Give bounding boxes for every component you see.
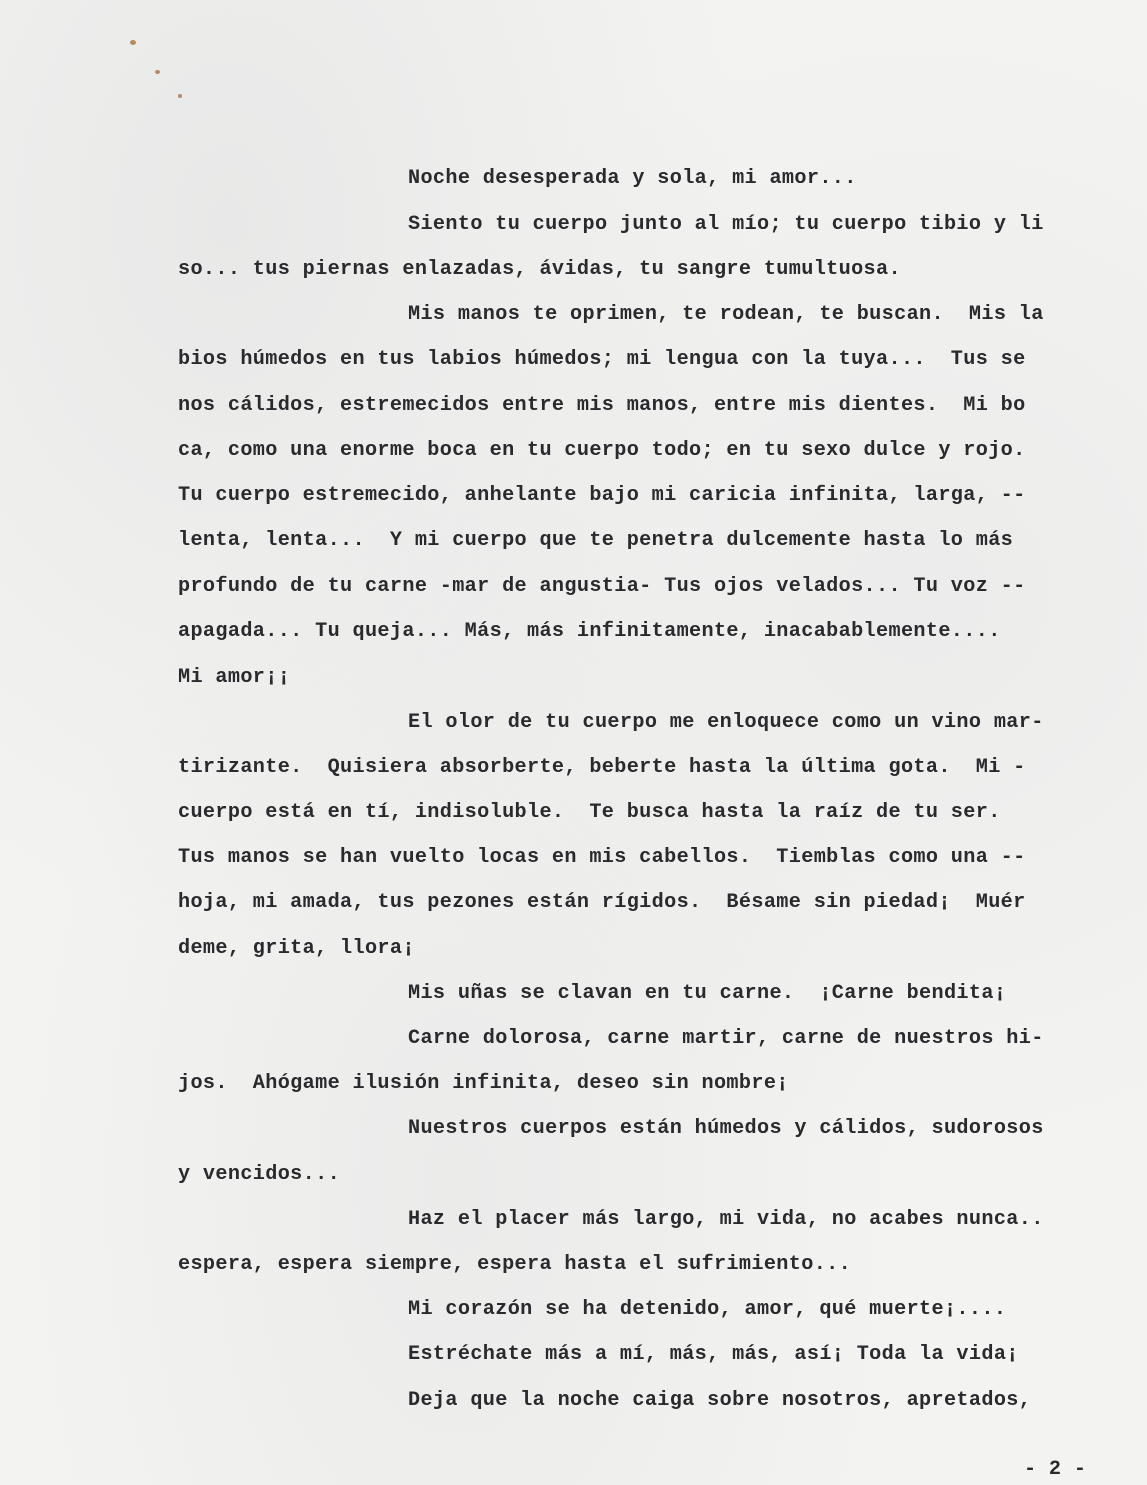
text-line: jos. Ahógame ilusión infinita, deseo sin nombre¡	[178, 1072, 789, 1095]
text-line: Carne dolorosa, carne martir, carne de nuestros hi-	[408, 1027, 1044, 1050]
text-line: Estréchate más a mí, más, más, así¡ Toda la vida¡	[408, 1343, 1019, 1366]
text-line: Noche desesperada y sola, mi amor...	[408, 167, 857, 190]
text-line: Mi amor¡¡	[178, 666, 291, 689]
text-line: so... tus piernas enlazadas, ávidas, tu sangre tumultuosa.	[178, 258, 901, 281]
text-line: Siento tu cuerpo junto al mío; tu cuerpo tibio y li	[408, 213, 1044, 236]
text-line: lenta, lenta... Y mi cuerpo que te penetra dulcemente hasta lo más	[178, 529, 1014, 552]
text-line: Mi corazón se ha detenido, amor, qué muerte¡....	[408, 1298, 1007, 1321]
text-line: Nuestros cuerpos están húmedos y cálidos, sudorosos	[408, 1117, 1044, 1140]
text-line: bios húmedos en tus labios húmedos; mi lengua con la tuya... Tus se	[178, 348, 1026, 371]
text-line: deme, grita, llora¡	[178, 937, 415, 960]
text-line: Haz el placer más largo, mi vida, no acabes nunca..	[408, 1208, 1044, 1231]
text-line: Tus manos se han vuelto locas en mis cabellos. Tiemblas como una --	[178, 846, 1026, 869]
text-line: hoja, mi amada, tus pezones están rígidos. Bésame sin piedad¡ Muér	[178, 891, 1026, 914]
text-line: tirizante. Quisiera absorberte, beberte hasta la última gota. Mi -	[178, 756, 1026, 779]
page-number: - 2 -	[1024, 1458, 1087, 1481]
text-line: Mis manos te oprimen, te rodean, te buscan. Mis la	[408, 303, 1044, 326]
text-line: espera, espera siempre, espera hasta el sufrimiento...	[178, 1253, 852, 1276]
text-line: y vencidos...	[178, 1163, 341, 1186]
text-line: nos cálidos, estremecidos entre mis manos, entre mis dientes. Mi bo	[178, 394, 1026, 417]
text-line: apagada... Tu queja... Más, más infinitamente, inacabablemente....	[178, 620, 1001, 643]
text-line: Deja que la noche caiga sobre nosotros, apretados,	[408, 1389, 1032, 1412]
text-line: ca, como una enorme boca en tu cuerpo todo; en tu sexo dulce y rojo.	[178, 439, 1026, 462]
text-line: El olor de tu cuerpo me enloquece como un vino mar-	[408, 711, 1044, 734]
text-line: Tu cuerpo estremecido, anhelante bajo mi caricia infinita, larga, --	[178, 484, 1026, 507]
text-line: cuerpo está en tí, indisoluble. Te busca hasta la raíz de tu ser.	[178, 801, 1001, 824]
text-line: profundo de tu carne -mar de angustia- Tus ojos velados... Tu voz --	[178, 575, 1026, 598]
text-line: Mis uñas se clavan en tu carne. ¡Carne bendita¡	[408, 982, 1007, 1005]
